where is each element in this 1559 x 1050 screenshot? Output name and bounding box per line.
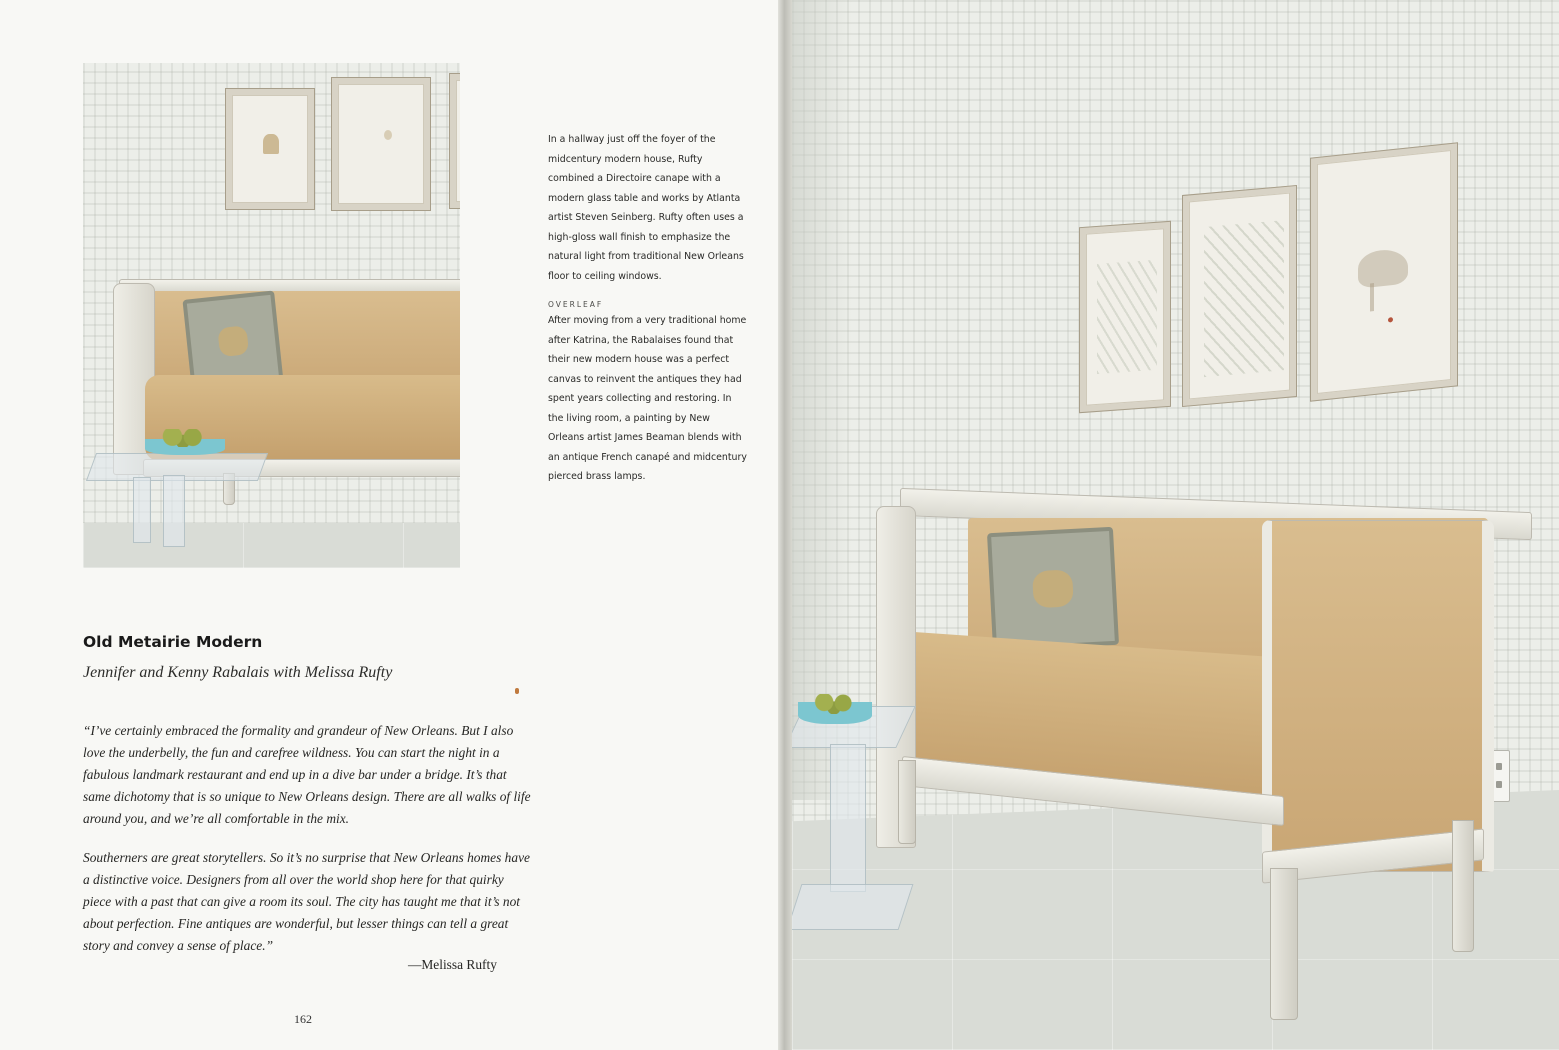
article-title: Old Metairie Modern bbox=[83, 633, 263, 651]
framed-artwork bbox=[1182, 185, 1297, 407]
quote-paragraph: “I’ve certainly embraced the formality and grandeur of New Orleans. But I also love the underbelly, the fun and carefree wildness. You can start the night in a fabulous landmark restaurant and end up in a dive bar under a bridge. It’s that same dichotomy that is so unique to New Orleans design. There are all walks of life around you, and we’re all comfortable in the mix. bbox=[83, 723, 531, 826]
page-number: 162 bbox=[294, 1012, 312, 1026]
overleaf-label: OVERLEAF bbox=[548, 300, 604, 309]
book-gutter bbox=[778, 0, 792, 1050]
sofa-leg bbox=[1452, 820, 1474, 952]
sofa-leg bbox=[1270, 868, 1298, 1020]
byline: Jennifer and Kenny Rabalais with Melissa Rufty bbox=[83, 664, 393, 681]
glass-table-leg bbox=[163, 475, 185, 547]
overleaf-caption: After moving from a very traditional home after Katrina, the Rabalaises found that their new modern house was a perfect canvas to reinvent the antiques they had spent years collecting and restoring. In the living room, a painting by New Orleans artist James Beaman blends with an antique French canapé and midcentury pierced brass lamps. bbox=[548, 315, 747, 482]
framed-artwork bbox=[1310, 142, 1458, 402]
framed-artwork bbox=[449, 73, 460, 209]
hallway-photo bbox=[83, 63, 460, 568]
framed-artwork bbox=[1079, 221, 1171, 413]
pillow bbox=[987, 527, 1119, 651]
framed-artwork bbox=[225, 88, 315, 210]
quote-attribution: —Melissa Rufty bbox=[408, 957, 497, 972]
limes bbox=[155, 429, 213, 447]
print-speck bbox=[515, 688, 519, 694]
glass-table-base bbox=[792, 884, 913, 930]
caption-block bbox=[548, 130, 748, 487]
glass-table-leg bbox=[133, 477, 151, 543]
quote-paragraph: Southerners are great storytellers. So it’s no surprise that New Orleans homes have a distinctive voice. Designers from all over the world shop here for that quirky piece with a past that can give a room its soul. The city has taught me that it’s not about perfection. Fine antiques are wonderful, but lesser things can tell a great story and convey a sense of place.” bbox=[83, 850, 530, 953]
framed-artwork bbox=[331, 77, 431, 211]
sofa-leg bbox=[898, 760, 916, 844]
glass-table-leg bbox=[830, 744, 866, 892]
canape-photo bbox=[792, 0, 1559, 1050]
limes bbox=[808, 694, 862, 714]
wall-corner-shadow bbox=[792, 0, 852, 800]
right-page bbox=[792, 0, 1559, 1050]
photo-caption: In a hallway just off the foyer of the midcentury modern house, Rufty combined a Directoire canape with a modern glass table and works by Atlanta artist Steven Seinberg. Rufty often uses a high-gloss wall finish to emphasize the natural light from traditional New Orleans floor to ceiling windows. bbox=[548, 134, 744, 282]
